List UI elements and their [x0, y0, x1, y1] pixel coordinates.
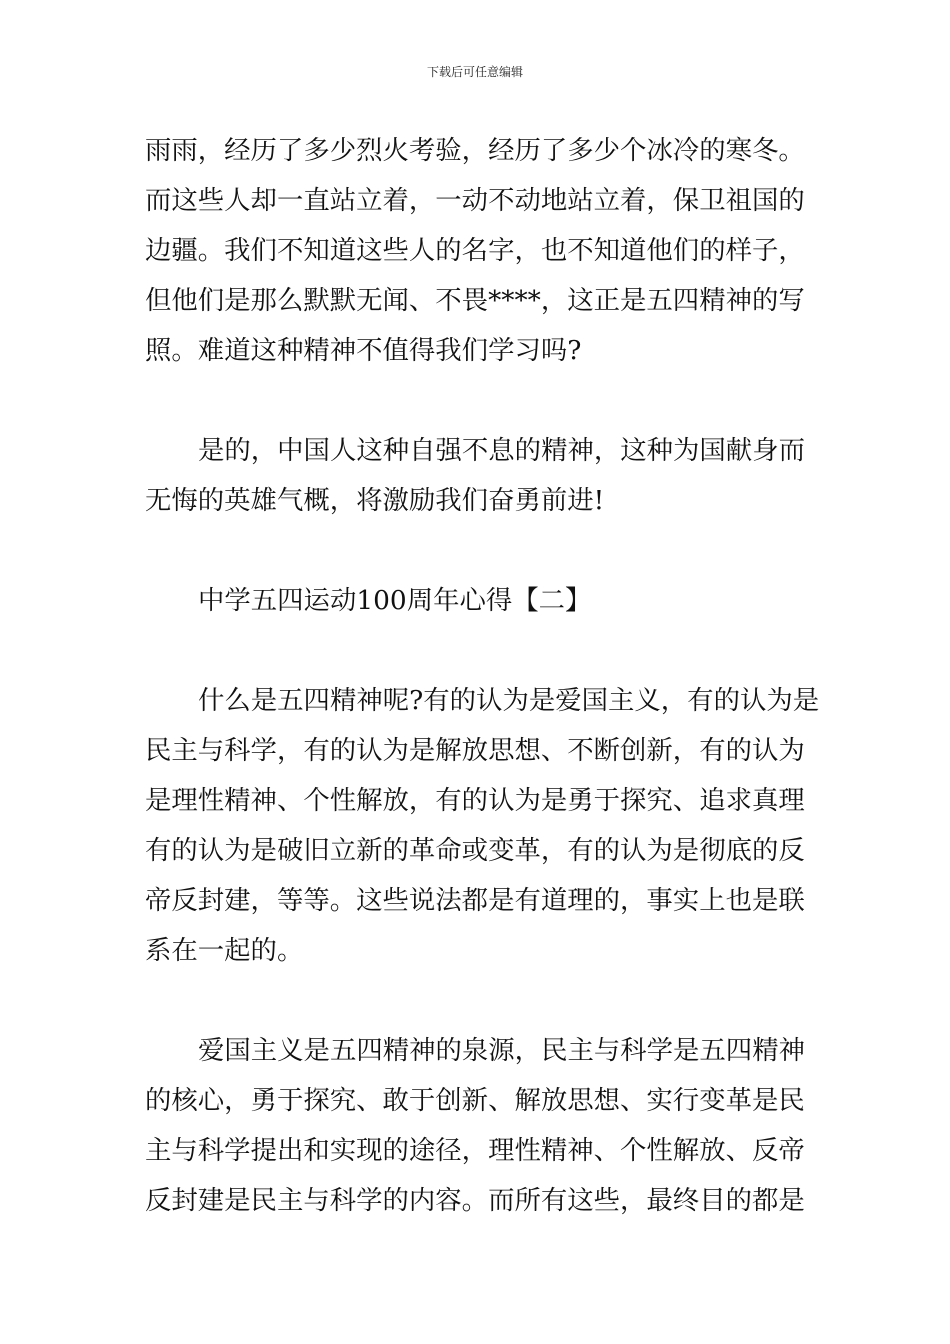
text-line: 而这些人却一直站立着，一动不动地站立着，保卫祖国的	[145, 185, 805, 216]
text-line: 帝反封建，等等。这些说法都是有道理的，事实上也是联	[145, 885, 805, 916]
section-heading	[145, 576, 807, 626]
paragraph-gap	[145, 376, 807, 426]
text-line: 是理性精神、个性解放，有的认为是勇于探究、追求真理	[145, 785, 805, 816]
text-line: 反封建是民主与科学的内容。而所有这些，最终目的都是	[145, 1185, 805, 1216]
heading-line: 中学五四运动100周年心得【二】	[198, 585, 592, 616]
text-line: 无悔的英雄气概，将激励我们奋勇前进!	[145, 485, 605, 516]
text-line: 民主与科学，有的认为是解放思想、不断创新，有的认为	[145, 735, 805, 766]
paragraph-4	[145, 1026, 807, 1226]
text-line: 爱国主义是五四精神的泉源，民主与科学是五四精神	[198, 1035, 805, 1066]
document-body	[145, 126, 820, 1226]
text-line: 但他们是那么默默无闻、不畏****，这正是五四精神的写	[145, 285, 805, 316]
paragraph-2	[145, 426, 807, 526]
text-line: 什么是五四精神呢?有的认为是爱国主义，有的认为是	[198, 685, 820, 716]
text-line: 主与科学提出和实现的途径，理性精神、个性解放、反帝	[145, 1135, 805, 1166]
text-line: 有的认为是破旧立新的革命或变革，有的认为是彻底的反	[145, 835, 805, 866]
text-line: 边疆。我们不知道这些人的名字，也不知道他们的样子，	[145, 235, 805, 266]
text-line: 系在一起的。	[145, 935, 304, 966]
page-header-note: 下载后可任意编辑	[426, 65, 523, 79]
paragraph-1	[145, 126, 807, 376]
text-line: 雨雨，经历了多少烈火考验，经历了多少个冰冷的寒冬。	[145, 135, 805, 166]
paragraph-gap	[145, 526, 807, 576]
text-line: 照。难道这种精神不值得我们学习吗?	[145, 335, 582, 366]
paragraph-gap	[145, 976, 807, 1026]
paragraph-gap	[145, 626, 807, 676]
paragraph-3	[145, 676, 820, 976]
text-line: 是的，中国人这种自强不息的精神，这种为国献身而	[198, 435, 805, 466]
text-line: 的核心，勇于探究、敢于创新、解放思想、实行变革是民	[145, 1085, 805, 1116]
